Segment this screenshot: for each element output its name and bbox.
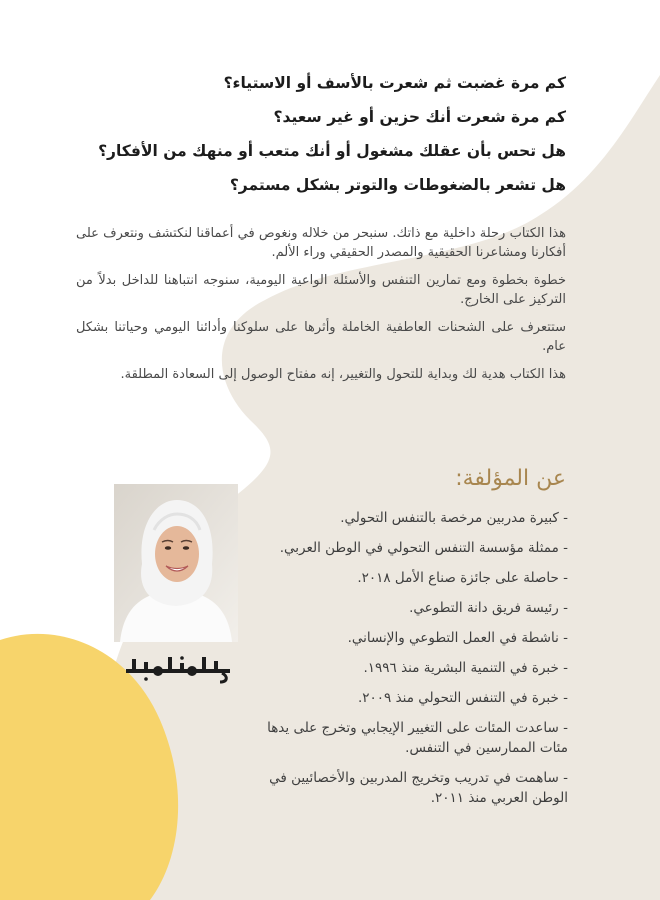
- author-photo: [114, 484, 238, 642]
- intro-paragraph: هذا الكتاب رحلة داخلية مع ذاتك. سنبحر من خلاله ونغوص في أعماقنا لنكتشف ونتعرف على أفكارنا ومشاعرنا الحقيقية والمصدر الحقيقي وراء الألم.: [76, 226, 566, 260]
- question-line: هل تشعر بالضغوطات والتوتر بشكل مستمر؟: [229, 176, 566, 194]
- question-line: هل تحس بأن عقلك مشغول أو أنك متعب أو منهك من الأفكار؟: [98, 142, 566, 160]
- question-line: كم مرة شعرت أنك حزين أو غير سعيد؟: [273, 108, 566, 126]
- question-line: كم مرة غضبت ثم شعرت بالأسف أو الاستياء؟: [223, 74, 566, 92]
- questions-block: [86, 66, 566, 202]
- intro-paragraph: خطوة بخطوة ومع تمارين التنفس والأسئلة الواعية اليومية، سنوجه انتباهنا للداخل بدلاً من التركيز على الخارج.: [76, 273, 566, 307]
- author-fact: - ساهمت في تدريب وتخريج المدربين والأخصائيين في الوطن العربي منذ ٢٠١١.: [269, 770, 568, 806]
- intro-paragraph: ستتعرف على الشحنات العاطفية الخاملة وأثرها على سلوكنا وأدائنا اليومي وحياتنا بشكل عام.: [76, 320, 566, 354]
- intro-block: [76, 224, 566, 393]
- author-facts-list: [238, 508, 568, 818]
- intro-paragraph: هذا الكتاب هدية لك وبداية للتحول والتغيير، إنه مفتاح الوصول إلى السعادة المطلقة.: [120, 367, 566, 382]
- author-fact: - خبرة في التنمية البشرية منذ ١٩٩٦.: [363, 660, 568, 676]
- author-fact: - حاصلة على جائزة صناع الأمل ٢٠١٨.: [357, 570, 568, 586]
- about-author-title: عن المؤلفة:: [455, 466, 566, 491]
- author-signature-logo: [124, 654, 232, 684]
- author-fact: - ناشطة في العمل التطوعي والإنساني.: [347, 630, 568, 646]
- author-fact: - ممثلة مؤسسة التنفس التحولي في الوطن العربي.: [279, 540, 568, 556]
- author-fact: - كبيرة مدربين مرخصة بالتنفس التحولي.: [340, 510, 568, 526]
- author-fact: - رئيسة فريق دانة التطوعي.: [409, 600, 568, 616]
- author-fact: - خبرة في التنفس التحولي منذ ٢٠٠٩.: [357, 690, 568, 706]
- author-fact: - ساعدت المئات على التغيير الإيجابي وتخرج على يدها مئات الممارسين في التنفس.: [267, 720, 568, 756]
